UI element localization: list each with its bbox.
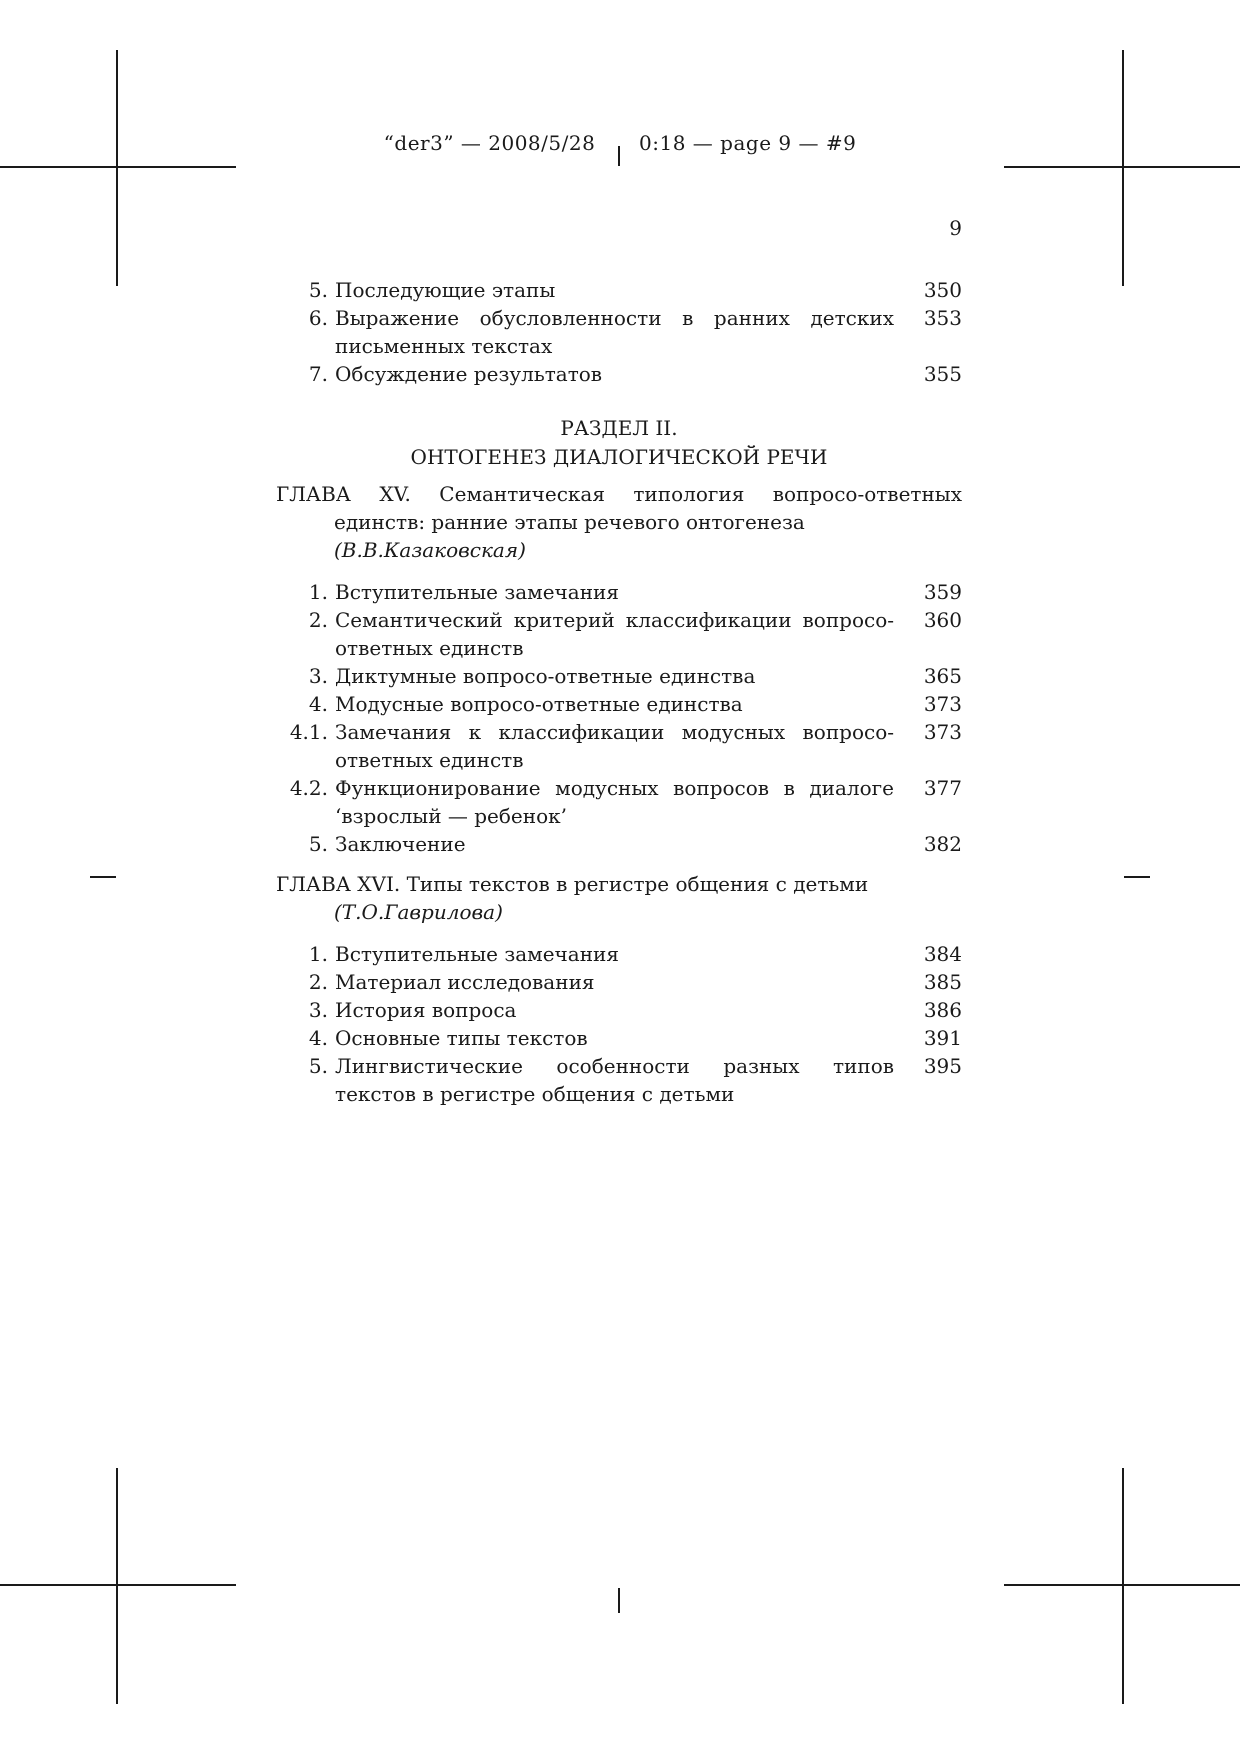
toc-entry: [276, 718, 962, 774]
toc-entry-number: 3.: [308, 664, 328, 688]
toc-entry-number: 1.: [308, 942, 328, 966]
crop-mark-mid-right: [1124, 876, 1150, 878]
toc-entry-page: 386: [923, 998, 962, 1022]
toc-entry-title: Лингвистические особенности разных типов текстов в регистре общения с детьми: [335, 1054, 894, 1106]
toc-entry-number: 3.: [308, 998, 328, 1022]
chapter-title: ГЛАВА XVI. Типы текстов в регистре общения с детьми: [276, 872, 869, 896]
toc-entry-number: 5.: [308, 1054, 328, 1078]
chapter-author: (В.В.Казаковская): [334, 538, 526, 562]
toc-entry: [276, 304, 962, 360]
toc-entry: [276, 968, 962, 996]
toc-entry-title: Материал исследования: [335, 970, 595, 994]
crop-mark-top-right-horizontal: [1004, 166, 1240, 168]
toc-entry-page: 360: [923, 608, 962, 632]
crop-mark-top-left-horizontal: [0, 166, 236, 168]
crop-mark-top-left-vertical: [116, 50, 118, 286]
toc-entry-title: Диктумные вопросо-ответные единства: [335, 664, 756, 688]
chapter-title: ГЛАВА XV. Семантическая типология вопросо-ответных единств: ранние этапы речевого онтогенеза: [276, 482, 962, 534]
toc-entry-title: Обсуждение результатов: [335, 362, 603, 386]
section-heading: [276, 414, 962, 472]
toc-entry-title: Семантический критерий классификации вопросо-ответных единств: [335, 608, 894, 660]
toc-entry-number: 4.1.: [289, 720, 328, 744]
running-head: [0, 131, 1240, 155]
section-heading-line1: РАЗДЕЛ II.: [560, 416, 678, 440]
crop-mark-mid-left: [90, 876, 116, 878]
running-head-right: 0:18 — page 9 — #9: [639, 131, 857, 155]
toc-entry: [276, 690, 962, 718]
toc-entry-page: 353: [923, 306, 962, 330]
page-number: 9: [949, 216, 962, 240]
toc-entry-title: Заключение: [335, 832, 466, 856]
toc-entries-top: [276, 276, 962, 388]
crop-mark-bottom-left-vertical: [116, 1468, 118, 1704]
toc-entry: [276, 606, 962, 662]
crop-mark-top-center: [618, 146, 620, 166]
toc-entry-page: 365: [923, 664, 962, 688]
crop-mark-bottom-center: [618, 1588, 620, 1613]
toc-entry-number: 6.: [308, 306, 328, 330]
toc-entry-number: 1.: [308, 580, 328, 604]
toc-entry-page: 359: [923, 580, 962, 604]
crop-mark-bottom-right-vertical: [1122, 1468, 1124, 1704]
section-heading-line2: ОНТОГЕНЕЗ ДИАЛОГИЧЕСКОЙ РЕЧИ: [410, 445, 828, 469]
toc-entry-number: 5.: [308, 278, 328, 302]
toc-entry: [276, 662, 962, 690]
crop-mark-bottom-right-horizontal: [1004, 1584, 1240, 1586]
toc-entry-number: 7.: [308, 362, 328, 386]
toc-entry-page: 377: [923, 776, 962, 800]
crop-mark-bottom-left-horizontal: [0, 1584, 236, 1586]
toc-entry: [276, 940, 962, 968]
toc-entry-number: 2.: [308, 608, 328, 632]
toc-entry-title: Основные типы текстов: [335, 1026, 588, 1050]
toc-entry-title: Модусные вопросо-ответные единства: [335, 692, 743, 716]
table-of-contents: [276, 276, 962, 1108]
toc-entry-page: 384: [923, 942, 962, 966]
toc-entry-page: 373: [923, 720, 962, 744]
chapter-xv-entries: [276, 578, 962, 858]
toc-entry: [276, 360, 962, 388]
toc-entry-page: 395: [923, 1054, 962, 1078]
crop-mark-top-right-vertical: [1122, 50, 1124, 286]
toc-entry-title: Вступительные замечания: [335, 580, 619, 604]
toc-entry-page: 382: [923, 832, 962, 856]
toc-entry-title: История вопроса: [335, 998, 517, 1022]
toc-entry-page: 391: [923, 1026, 962, 1050]
toc-entry-title: Функционирование модусных вопросов в диалоге ‘взрослый — ребенок’: [335, 776, 894, 828]
toc-entry-number: 5.: [308, 832, 328, 856]
toc-entry-number: 4.: [308, 1026, 328, 1050]
toc-entry-page: 355: [923, 362, 962, 386]
toc-entry: [276, 1024, 962, 1052]
toc-entry-title: Замечания к классификации модусных вопросо-ответных единств: [335, 720, 894, 772]
toc-entry-number: 4.: [308, 692, 328, 716]
toc-entry-number: 2.: [308, 970, 328, 994]
toc-entry: [276, 578, 962, 606]
chapter-xvi-entries: [276, 940, 962, 1108]
toc-entry-page: 373: [923, 692, 962, 716]
toc-entry: [276, 830, 962, 858]
toc-entry: [276, 996, 962, 1024]
toc-entry: [276, 774, 962, 830]
toc-entry-title: Выражение обусловленности в ранних детских письменных текстах: [335, 306, 894, 358]
toc-entry-title: Вступительные замечания: [335, 942, 619, 966]
toc-entry-page: 350: [923, 278, 962, 302]
chapter-heading-xv: [276, 480, 962, 564]
toc-entry-title: Последующие этапы: [335, 278, 556, 302]
toc-entry-page: 385: [923, 970, 962, 994]
chapter-author: (Т.О.Гаврилова): [334, 900, 503, 924]
toc-entry: [276, 1052, 962, 1108]
running-head-left: “der3” — 2008/5/28: [383, 131, 596, 155]
chapter-heading-xvi: [276, 870, 962, 926]
toc-entry: [276, 276, 962, 304]
toc-entry-number: 4.2.: [289, 776, 328, 800]
